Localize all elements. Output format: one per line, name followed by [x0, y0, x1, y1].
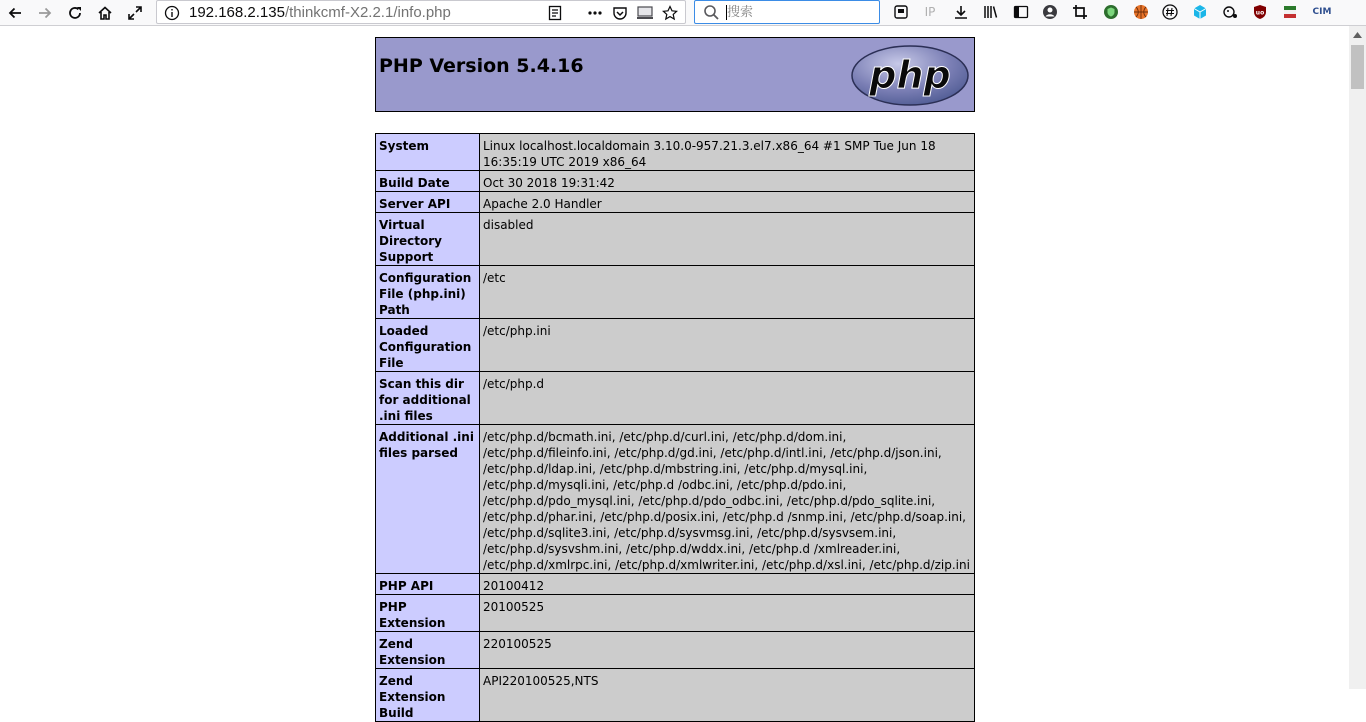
table-row [376, 171, 975, 192]
ublock-button[interactable] [1250, 2, 1270, 22]
php-info-table [375, 133, 975, 722]
table-row [376, 595, 975, 632]
table-row [376, 669, 975, 722]
cookie-extension-button[interactable] [1220, 2, 1240, 22]
setting-key: Loaded Configuration File [376, 319, 480, 372]
browser-toolbar [0, 0, 1366, 26]
hash-icon [1162, 4, 1178, 20]
star-icon [662, 5, 678, 21]
flag-extension-button[interactable] [1280, 2, 1300, 22]
setting-key: Zend Extension Build [376, 669, 480, 722]
setting-key: PHP API [376, 574, 480, 595]
screenshot-tool-button[interactable] [891, 2, 911, 22]
flag-icon [1282, 4, 1298, 20]
setting-key: System [376, 134, 480, 171]
vertical-scrollbar[interactable] [1349, 26, 1366, 689]
table-row [376, 632, 975, 669]
setting-key: Additional .ini files parsed [376, 425, 480, 574]
scroll-thumb[interactable] [1351, 45, 1364, 89]
home-icon [97, 5, 113, 21]
phpinfo-page [375, 37, 975, 722]
scroll-up-button[interactable] [1349, 26, 1366, 43]
spacer [569, 3, 581, 22]
cim-extension-button[interactable] [1310, 2, 1334, 22]
more-dots-icon [587, 5, 603, 21]
fullscreen-button[interactable] [123, 1, 147, 24]
url-text[interactable] [189, 4, 451, 21]
crop-icon [1072, 4, 1088, 20]
screenshot-tool-icon [893, 4, 909, 20]
table-row [376, 425, 975, 574]
url-host: 192.168.2.135 [189, 4, 285, 21]
table-row [376, 574, 975, 595]
pocket-button[interactable] [609, 3, 631, 22]
account-button[interactable] [1040, 2, 1060, 22]
home-button[interactable] [93, 1, 117, 24]
sidebar-button[interactable] [1011, 2, 1031, 22]
sidebar-icon [1013, 4, 1029, 20]
php-info-table-body [376, 134, 975, 722]
reader-view-button[interactable] [544, 3, 566, 22]
back-arrow-icon [7, 5, 23, 21]
search-icon [703, 4, 720, 21]
downloads-button[interactable] [951, 2, 971, 22]
search-input[interactable] [727, 3, 872, 21]
setting-key: Build Date [376, 171, 480, 192]
reader-view-icon [547, 5, 563, 21]
setting-key: Scan this dir for additional .ini files [376, 372, 480, 425]
setting-value: Linux localhost.localdomain 3.10.0-957.21.3.el7.x86_64 #1 SMP Tue Jun 18 16:35:19 UTC 2019 x86_64 [480, 134, 975, 171]
table-row [376, 319, 975, 372]
pocket-icon [612, 5, 628, 21]
setting-value: 20100525 [480, 595, 975, 632]
setting-value: 220100525 [480, 632, 975, 669]
hash-extension-button[interactable] [1160, 2, 1180, 22]
expand-icon [127, 5, 143, 21]
info-icon[interactable] [164, 5, 180, 21]
setting-value: Oct 30 2018 19:31:42 [480, 171, 975, 192]
library-button[interactable] [981, 2, 1001, 22]
setting-value: /etc/php.d/bcmath.ini, /etc/php.d/curl.ini, /etc/php.d/dom.ini, /etc/php.d/fileinfo.ini, /etc/php.d/gd.ini, /etc/php.d/intl.ini, /etc/php.d/json.ini, /etc/php.d/ldap.ini, /etc/php.d/mbstring.ini, /etc/php.d/mysql.ini, /etc/php.d/mysqli.ini, /etc/php.d /odbc.ini, /etc/php.d/pdo.ini, /etc/php.d/pdo_mysql.ini, /etc/php.d/pdo_odbc.ini, /etc/php.d/pdo_sqlite.ini, /etc/php.d/phar.ini, /etc/php.d/posix.ini, /etc/php.d /snmp.ini, /etc/php.d/soap.ini, /etc/php.d/sqlite3.ini, /etc/php.d/sysvmsg.ini, /etc/php.d/sysvsem.ini, /etc/php.d/sysvshm.ini, /etc/php.d/wddx.ini, /etc/php.d /xmlreader.ini, /etc/php.d/xmlrpc.ini, /etc/php.d/xmlwriter.ini, /etc/php.d/xsl.ini, /etc/php.d/zip.ini [480, 425, 975, 574]
table-row [376, 134, 975, 171]
green-shield-icon [1103, 4, 1119, 20]
setting-value: /etc/php.ini [480, 319, 975, 372]
cube-extension-button[interactable] [1190, 2, 1210, 22]
crop-button[interactable] [1070, 2, 1090, 22]
svg-text:uo: uo [1255, 9, 1265, 17]
page-title: PHP Version 5.4.16 [379, 55, 584, 77]
setting-key: Server API [376, 192, 480, 213]
ublock-icon [1252, 4, 1268, 20]
screenshot-button[interactable] [634, 3, 656, 22]
setting-value: disabled [480, 213, 975, 266]
basketball-icon [1133, 4, 1149, 20]
shield-extension-button[interactable] [1101, 2, 1121, 22]
reload-icon [67, 5, 83, 21]
table-row [376, 192, 975, 213]
text-caret [726, 5, 727, 20]
ip-extension-button[interactable] [920, 2, 940, 22]
back-button[interactable] [3, 1, 27, 24]
setting-key: Zend Extension [376, 632, 480, 669]
scroll-up-arrow-icon [1353, 32, 1362, 38]
account-icon [1042, 4, 1058, 20]
php-logo-text: php [869, 53, 951, 97]
url-path: /thinkcmf-X2.2.1/info.php [284, 4, 451, 21]
table-row [376, 372, 975, 425]
page-actions-button[interactable] [584, 3, 606, 22]
screenshot-icon [636, 5, 654, 21]
cube-icon [1192, 4, 1208, 20]
table-row [376, 213, 975, 266]
cookie-icon [1222, 4, 1238, 20]
forward-button[interactable] [33, 1, 57, 24]
address-bar[interactable] [156, 0, 686, 24]
address-bar-actions [544, 3, 681, 22]
forward-arrow-icon [37, 5, 53, 21]
search-bar[interactable] [694, 0, 880, 24]
php-logo [850, 44, 970, 107]
reload-button[interactable] [63, 1, 87, 24]
setting-key: Configuration File (php.ini) Path [376, 266, 480, 319]
library-icon [983, 4, 999, 20]
setting-key: PHP Extension [376, 595, 480, 632]
setting-value: Apache 2.0 Handler [480, 192, 975, 213]
php-version-header [375, 37, 975, 112]
setting-key: Virtual Directory Support [376, 213, 480, 266]
setting-value: 20100412 [480, 574, 975, 595]
setting-value: API220100525,NTS [480, 669, 975, 722]
setting-value: /etc [480, 266, 975, 319]
ball-extension-button[interactable] [1131, 2, 1151, 22]
cim-badge: CIM [1312, 7, 1332, 17]
ip-badge: IP [924, 5, 936, 19]
bookmark-star-button[interactable] [659, 3, 681, 22]
download-icon [953, 4, 969, 20]
setting-value: /etc/php.d [480, 372, 975, 425]
table-row [376, 266, 975, 319]
